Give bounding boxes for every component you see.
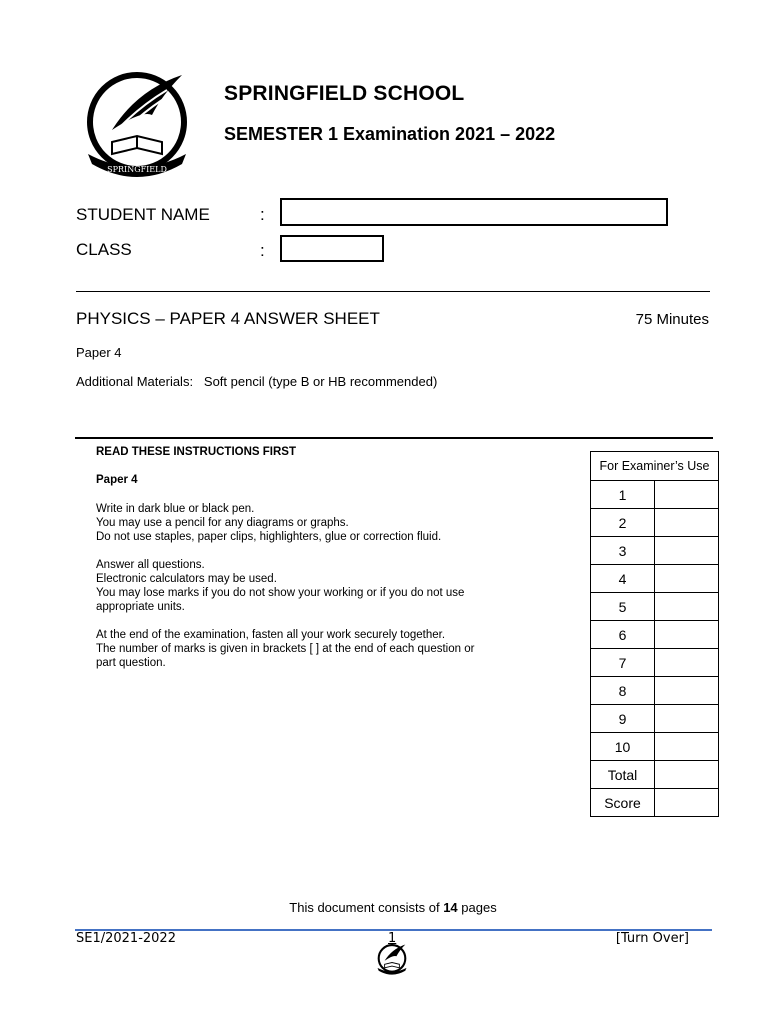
examiner-table-heading: For Examiner’s Use <box>591 452 719 481</box>
question-number: 6 <box>591 621 655 649</box>
instruction-line: Write in dark blue or black pen. <box>96 503 255 515</box>
instruction-line: Answer all questions. <box>96 559 205 571</box>
paper-heading: PHYSICS – PAPER 4 ANSWER SHEET <box>76 309 380 328</box>
mark-cell[interactable] <box>655 509 719 537</box>
question-number: 2 <box>591 509 655 537</box>
mark-cell[interactable] <box>655 621 719 649</box>
mark-cell[interactable] <box>655 481 719 509</box>
question-number: 5 <box>591 593 655 621</box>
student-name-colon: : <box>260 205 265 224</box>
instruction-line: At the end of the examination, fasten all your work securely together. <box>96 629 446 641</box>
mark-cell[interactable] <box>655 593 719 621</box>
instruction-line: The number of marks is given in brackets [ ] at the end of each question or <box>96 643 475 655</box>
footer-turn-over: [Turn Over] <box>615 931 689 946</box>
question-number: 7 <box>591 649 655 677</box>
instructions-heading: READ THESE INSTRUCTIONS FIRST <box>96 446 296 458</box>
additional-materials: Additional Materials: Soft pencil (type B or HB recommended) <box>76 374 438 389</box>
instruction-line: You may use a pencil for any diagrams or graphs. <box>96 517 349 529</box>
mark-cell[interactable] <box>655 733 719 761</box>
class-colon: : <box>260 241 265 260</box>
class-label: CLASS <box>76 240 132 259</box>
mark-cell[interactable] <box>655 649 719 677</box>
school-name: SPRINGFIELD SCHOOL <box>224 82 465 105</box>
mark-cell[interactable] <box>655 705 719 733</box>
paper-number: Paper 4 <box>76 345 122 360</box>
school-logo-icon <box>82 70 192 185</box>
page-count-number: 14 <box>443 900 458 915</box>
total-label: Total <box>591 761 655 789</box>
page-count-suffix: pages <box>457 900 497 915</box>
instruction-line: appropriate units. <box>96 601 185 613</box>
footer-code: SE1/2021-2022 <box>76 931 176 946</box>
student-name-label: STUDENT NAME <box>76 205 210 224</box>
divider-line <box>76 291 710 292</box>
question-number: 8 <box>591 677 655 705</box>
duration: 75 Minutes <box>635 311 709 328</box>
instruction-line: Do not use staples, paper clips, highlighters, glue or correction fluid. <box>96 531 442 543</box>
mark-cell[interactable] <box>655 565 719 593</box>
score-label: Score <box>591 789 655 817</box>
question-number: 10 <box>591 733 655 761</box>
mark-cell[interactable] <box>655 677 719 705</box>
question-number: 9 <box>591 705 655 733</box>
question-number: 3 <box>591 537 655 565</box>
exam-title: SEMESTER 1 Examination 2021 – 2022 <box>224 124 556 144</box>
mark-cell[interactable] <box>655 537 719 565</box>
examiner-table <box>590 451 719 817</box>
instructions-rule <box>75 437 713 439</box>
footer-page-number: 1 <box>388 931 397 946</box>
student-name-field[interactable] <box>280 198 668 226</box>
footer-logo-icon <box>375 943 409 977</box>
score-cell[interactable] <box>655 789 719 817</box>
instruction-line: Electronic calculators may be used. <box>96 573 277 585</box>
page-count-prefix: This document consists of <box>289 900 444 915</box>
instruction-line: You may lose marks if you do not show your working or if you do not use <box>96 587 465 599</box>
instruction-line: part question. <box>96 657 166 669</box>
question-number: 4 <box>591 565 655 593</box>
instructions-paper-label: Paper 4 <box>96 474 138 486</box>
class-field[interactable] <box>280 235 384 262</box>
logo-lettering: SPRINGFIELD <box>107 165 167 174</box>
page-count <box>0 900 768 915</box>
question-number: 1 <box>591 481 655 509</box>
total-cell[interactable] <box>655 761 719 789</box>
